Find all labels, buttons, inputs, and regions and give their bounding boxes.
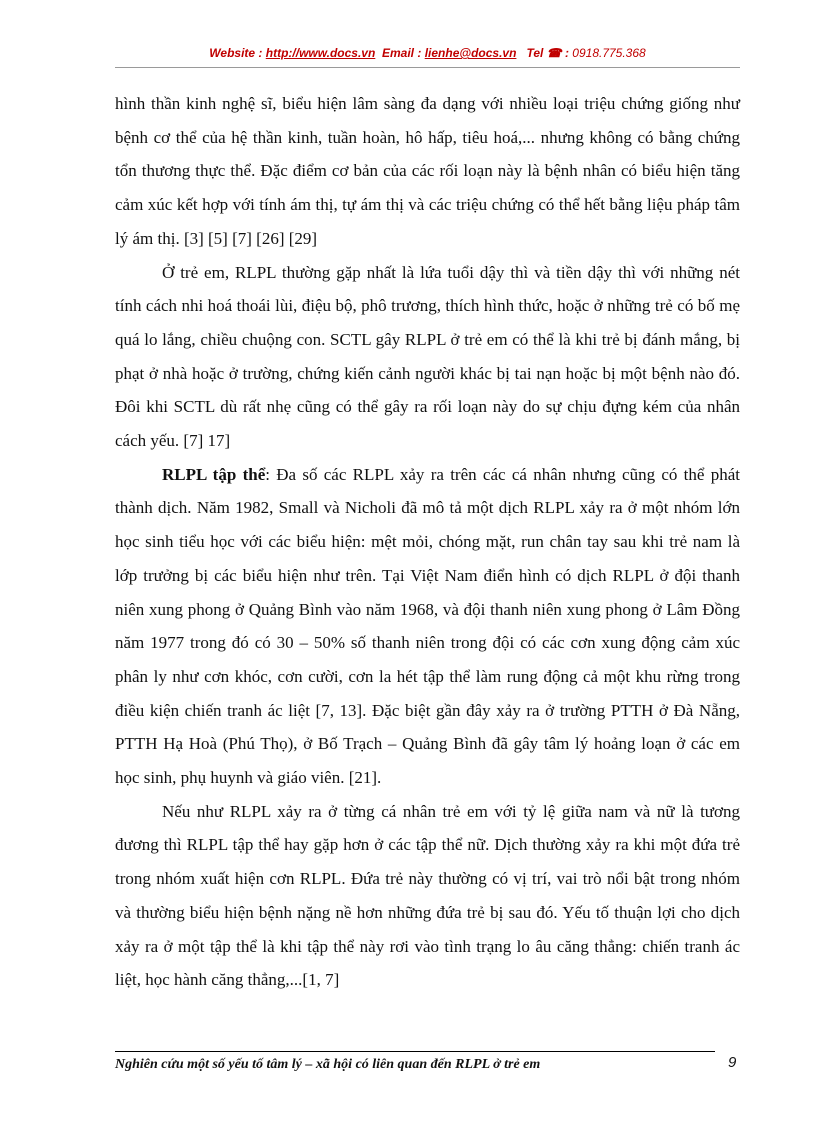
footer-title: Nghiên cứu một số yếu tố tâm lý – xã hội có liên quan đến RLPL ở trẻ em xyxy=(115,1057,541,1072)
website-link[interactable]: http://www.docs.vn xyxy=(265,46,376,60)
paragraph-3 xyxy=(115,458,740,795)
paragraph-4: Nếu như RLPL xảy ra ở từng cá nhân trẻ em với tỷ lệ giữa nam và nữ là tương đương thì RLPL tập thể hay gặp hơn ở các tập thể nữ. Dịch thường xảy ra khi một đứa trẻ trong nhóm xuất hiện cơn RLPL. Đứa trẻ này thường có vị trí, vai trò nổi bật trong nhóm và thường biểu hiện bệnh nặng nề hơn những đứa trẻ bị sau đó. Yếu tố thuận lợi cho dịch xảy ra ở một tập thể là khi tập thể này rơi vào tình trạng lo âu căng thẳng: chiến tranh ác liệt, học hành căng thẳng,...[1, 7] xyxy=(115,801,740,990)
document-body xyxy=(115,87,740,997)
paragraph-1: hình thần kinh nghệ sĩ, biểu hiện lâm sàng đa dạng với nhiều loại triệu chứng giống như bệnh cơ thể của hệ thần kinh, tuần hoàn, hô hấp, tiêu hoá,... nhưng không có bằng chứng tổn thương thực thể. Đặc điểm cơ bản của các rối loạn này là bệnh nhân có biểu hiện tăng cảm xúc kết hợp với tính ám thị, tự ám thị và các triệu chứng có thể hết bằng liệu pháp tâm lý ám thị. [3] [5] [7] [26] [29] xyxy=(115,94,740,248)
page-header xyxy=(115,46,740,60)
email-link[interactable]: lienhe@docs.vn xyxy=(424,46,517,60)
footer-divider xyxy=(115,1051,715,1052)
email-label: Email : xyxy=(381,46,422,60)
paragraph-2: Ở trẻ em, RLPL thường gặp nhất là lứa tuổi dậy thì và tiền dậy thì với những nét tính cách nhi hoá thoái lùi, điệu bộ, phô trương, thích hình thức, hoặc ở những trẻ có bố mẹ quá lo lắng, chiều chuộng con. SCTL gây RLPL ở trẻ em có thể là khi trẻ bị đánh mắng, bị phạt ở nhà hoặc ở trường, chứng kiến cảnh người khác bị tai nạn hoặc bị một bệnh nào đó. Đôi khi SCTL dù rất nhẹ cũng có thể gây ra rối loạn này do sự chịu đựng kém của nhân cách yếu. [7] 17] xyxy=(115,262,740,451)
website-label: Website : xyxy=(209,46,263,60)
tel-label: Tel ☎ : xyxy=(526,46,569,60)
page-number: 9 xyxy=(728,1054,737,1071)
tel-value: 0918.775.368 xyxy=(572,46,646,60)
paragraph-3-heading: RLPL tập thể xyxy=(162,464,266,484)
header-divider xyxy=(115,67,740,68)
paragraph-3-text: : Đa số các RLPL xảy ra trên các cá nhân nhưng cũng có thể phát thành dịch. Năm 1982, Small và Nicholi đã mô tả một dịch RLPL xảy ra ở một nhóm lớn học sinh tiểu học với các biểu hiện: mệt mỏi, chóng mặt, run chân tay sau khi trẻ nam là lớp trưởng bị các biểu hiện như trên. Tại Việt Nam điển hình có dịch RLPL ở đội thanh niên xung phong ở Quảng Bình vào năm 1968, và đội thanh niên xung phong ở Lâm Đồng năm 1977 trong đó có 30 – 50% số thanh niên trong đội có các cơn xung động cảm xúc phân ly như cơn khóc, cơn cười, cơn la hét tập thể làm rung động cả một khu rừng trong điều kiện chiến tranh ác liệt [7, 13]. Đặc biệt gần đây xảy ra ở trường PTTH ở Đà Nẵng, PTTH Hạ Hoà (Phú Thọ), ở Bố Trạch – Quảng Bình đã gây tâm lý hoảng loạn ở các em học sinh, phụ huynh và giáo viên. [21]. xyxy=(115,464,740,788)
